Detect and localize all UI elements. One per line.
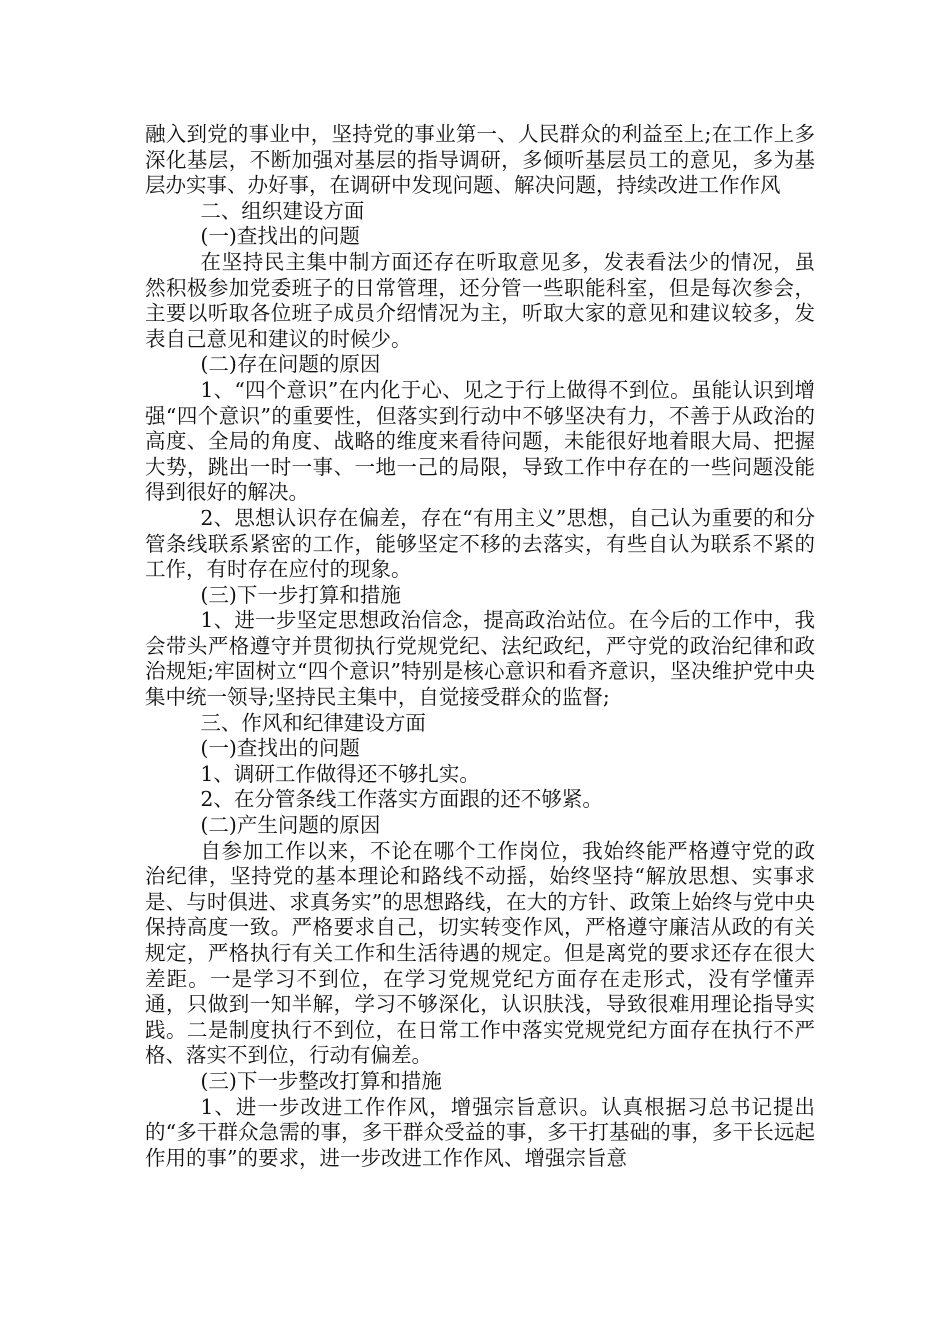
body-paragraph: 1、调研工作做得还不够扎实。 xyxy=(200,761,480,786)
subsection-heading: (一)查找出的问题 xyxy=(200,224,360,249)
document-body xyxy=(145,122,815,1171)
body-paragraph: 1、进一步坚定思想政治信念，提高政治站位。在今后的工作中，我会带头严格遵守并贯彻执行党规党纪、法纪政纪，严守党的政治纪律和政治规矩;牢固树立“四个意识”特别是核心意识和看齐意识，坚决维护党中央集中统一领导;坚持民主集中，自觉接受群众的监督; xyxy=(145,608,815,710)
subsection-heading: (三)下一步打算和措施 xyxy=(200,582,401,607)
section-heading: 三、作风和纪律建设方面 xyxy=(200,710,426,735)
body-paragraph: 2、在分管条线工作落实方面跟的还不够紧。 xyxy=(200,787,603,812)
body-paragraph: 在坚持民主集中制方面还存在听取意见多，发表看法少的情况，虽然积极参加党委班子的日常管理，还分管一些职能科室，但是每次参会，主要以听取各位班子成员介绍情况为主，听取大家的意见和建议较多，发表自己意见和建议的时候少。 xyxy=(145,249,815,351)
subsection-heading: (二)产生问题的原因 xyxy=(200,813,381,838)
body-paragraph: 1、进一步改进工作作风，增强宗旨意识。认真根据习总书记提出的“多干群众急需的事，多干群众受益的事，多干打基础的事，多干长远起作用的事”的要求，进一步改进工作作风、增强宗旨意 xyxy=(145,1094,815,1170)
body-paragraph: 融入到党的事业中，坚持党的事业第一、人民群众的利益至上;在工作上多深化基层，不断加强对基层的指导调研，多倾听基层员工的意见，多为基层办实事、办好事，在调研中发现问题、解决问题，持续改进工作作风 xyxy=(145,122,815,198)
subsection-heading: (三)下一步整改打算和措施 xyxy=(200,1068,442,1093)
section-heading: 二、组织建设方面 xyxy=(200,198,365,223)
body-paragraph: 自参加工作以来，不论在哪个工作岗位，我始终能严格遵守党的政治纪律，坚持党的基本理论和路线不动摇，始终坚持“解放思想、实事求是、与时俱进、求真务实”的思想路线，在大的方针、政策上始终与党中央保持高度一致。严格要求自己，切实转变作风，严格遵守廉洁从政的有关规定，严格执行有关工作和生活待遇的规定。但是离党的要求还存在很大差距。一是学习不到位，在学习党规党纪方面存在走形式，没有学懂弄通，只做到一知半解，学习不够深化，认识肤浅，导致很难用理论指导实践。二是制度执行不到位，在日常工作中落实党规党纪方面存在执行不严格、落实不到位，行动有偏差。 xyxy=(145,838,815,1068)
subsection-heading: (一)查找出的问题 xyxy=(200,736,360,761)
subsection-heading: (二)存在问题的原因 xyxy=(200,352,381,377)
body-paragraph: 2、思想认识存在偏差，存在“有用主义”思想，自己认为重要的和分管条线联系紧密的工作，能够坚定不移的去落实，有些自认为联系不紧的工作，有时存在应付的现象。 xyxy=(145,505,815,582)
body-paragraph: 1、“四个意识”在内化于心、见之于行上做得不到位。虽能认识到增强“四个意识”的重要性，但落实到行动中不够坚决有力，不善于从政治的高度、全局的角度、战略的维度来看待问题，未能很好地着眼大局、把握大势，跳出一时一事、一地一己的局限，导致工作中存在的一些问题没能得到很好的解决。 xyxy=(145,377,815,505)
